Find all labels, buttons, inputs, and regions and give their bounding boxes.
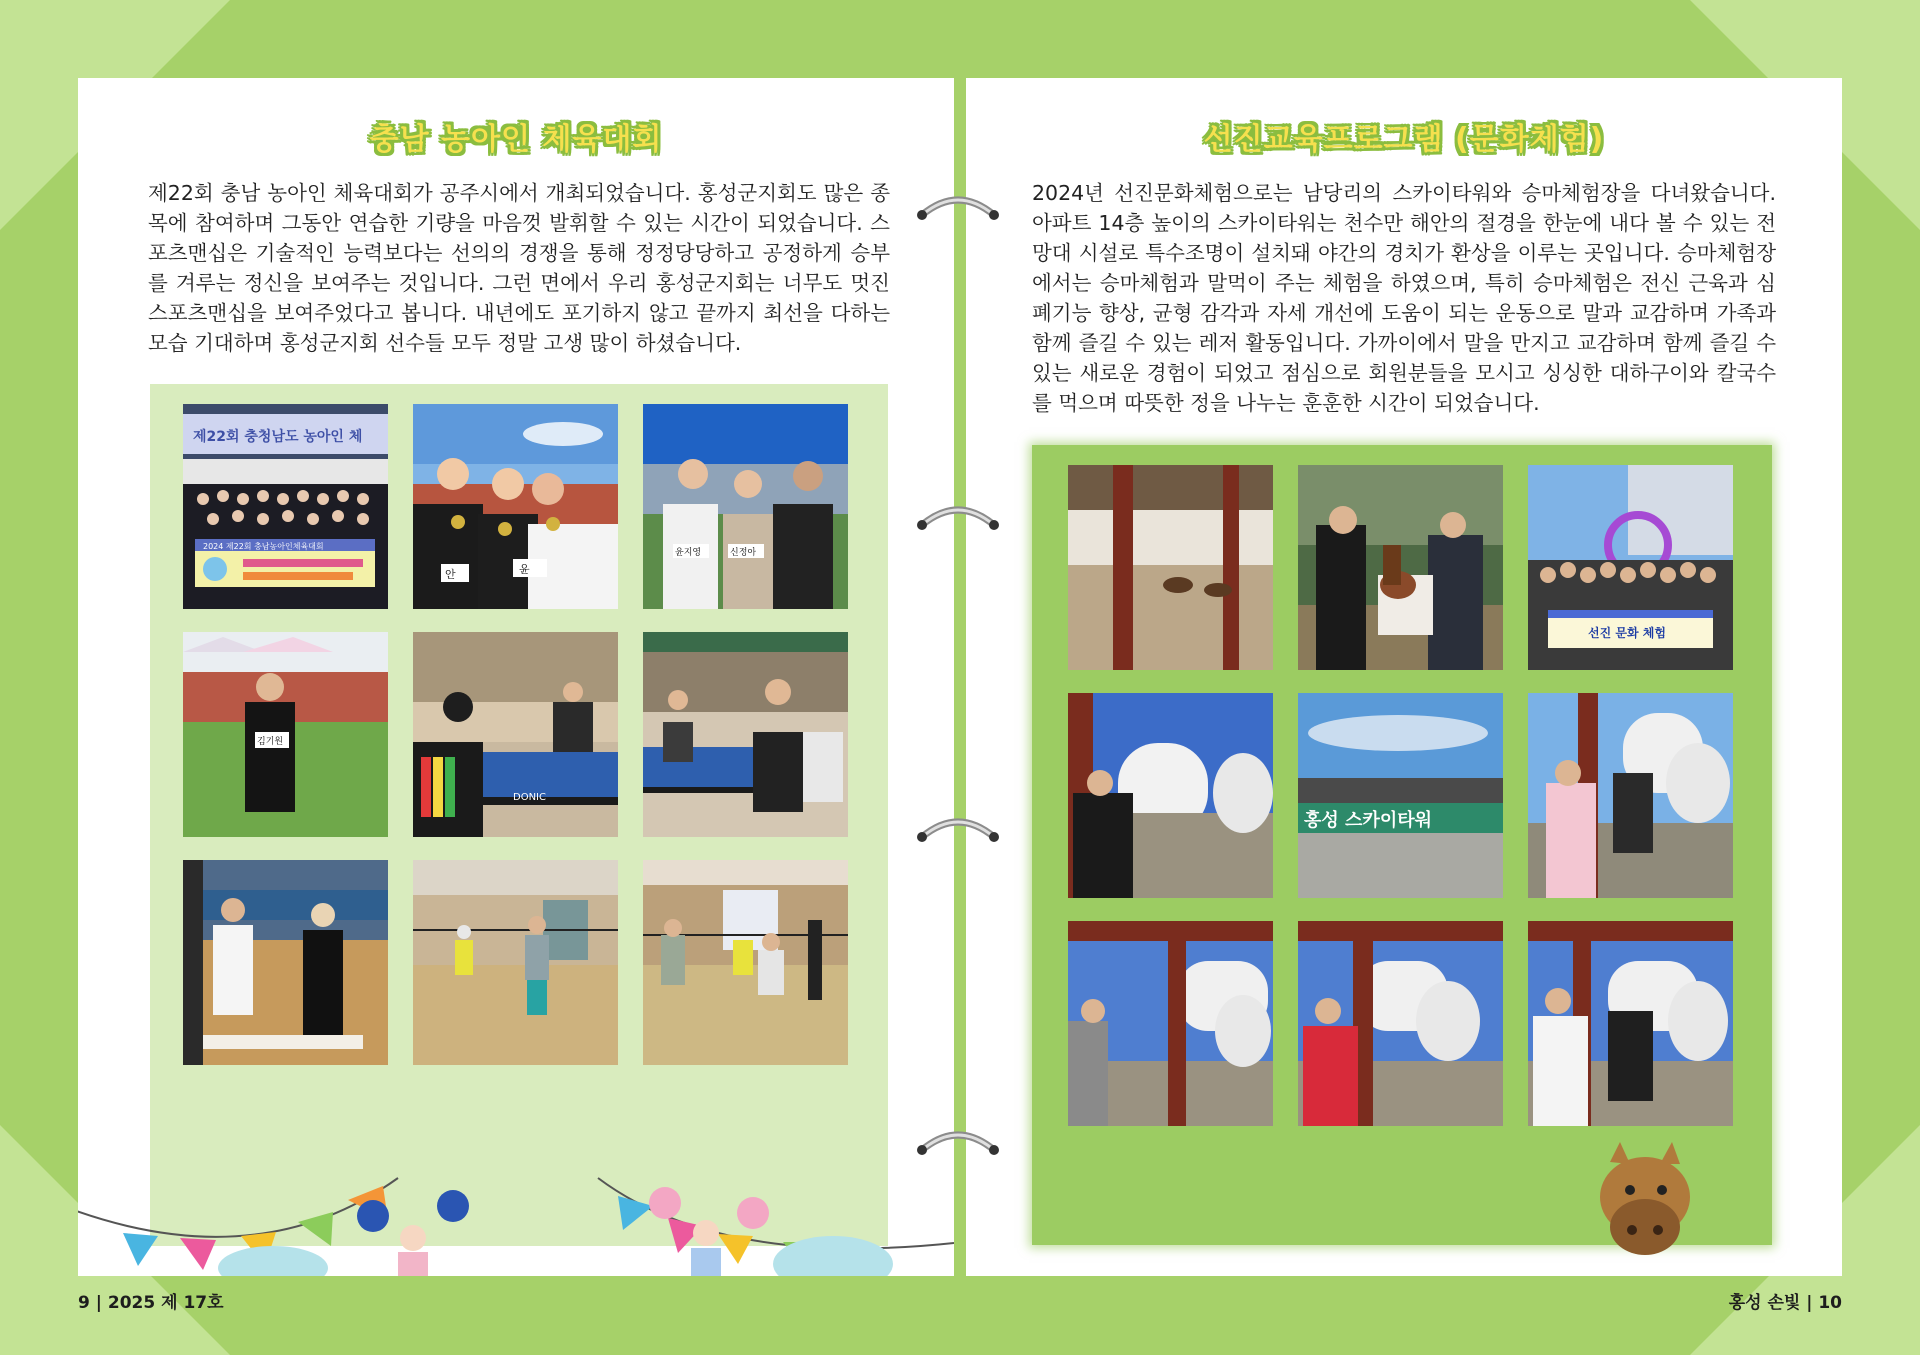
bib-text: 신정아 — [730, 548, 757, 558]
article-body: 2024년 선진문화체험으로는 남당리의 스카이타워와 승마체험장을 다녀왔습니다. 아파트 14층 높이의 스카이타워는 천수만 해안의 절경을 한눈에 내다 볼 수 있는 전망대 시설로 특수조명이 설치돼 야간의 경치가 환상을 이루는 곳입니다. 승마체험장에서는 승마체험과 말먹이 주는 체험을 하였으며, 특히 승마체험은 전신 근육과 심폐기능 향상, 균형 감각과 자세 개선에 도움이 되는 운동으로 말과 교감하며 가족과 함께 즐길 수 있는 레저 활동입니다. 가까이에서 말을 만지고 교감하며 함께 즐길 수 있는 새로운 경험이 되었고 점심으로 회원분들을 모시고 싱싱한 대하구이와 칼국수를 먹으며 따뜻한 정을 나누는 훈훈한 시간이 되었습니다. — [1032, 181, 1776, 415]
bib-text: 윤지영 — [675, 548, 702, 558]
photo-skytower[interactable] — [1298, 693, 1503, 898]
banner-text: 선진 문화 체험 — [1588, 626, 1666, 640]
photo-group-banner-culture[interactable] — [1528, 465, 1733, 670]
photo-table-tennis-doubles[interactable] — [643, 632, 848, 837]
photo-three-athletes[interactable] — [643, 404, 848, 609]
left-page — [78, 78, 954, 1276]
photo-panel — [150, 384, 888, 1246]
table-brand: DONIC — [513, 792, 546, 803]
photo-feeding-horse-5[interactable] — [1528, 921, 1733, 1126]
photo-feeding-horse-2[interactable] — [1528, 693, 1733, 898]
photo-feeding-horse-4[interactable] — [1298, 921, 1503, 1126]
bib-text: 김기원 — [257, 737, 284, 747]
photo-field-athlete[interactable] — [183, 632, 388, 837]
section-title: 충남 농아인 체육대회 — [369, 122, 663, 157]
photo-riding-arena[interactable] — [1068, 465, 1273, 670]
photo-table-tennis[interactable] — [413, 632, 618, 837]
photo-badminton[interactable] — [413, 860, 618, 1065]
article-body: 제22회 충남 농아인 체육대회가 공주시에서 개최되었습니다. 홍성군지회도 많은 종목에 참여하며 그동안 연습한 기량을 마음껏 발휘할 수 있는 시간이 되었습니다. 스포츠맨십은 기술적인 능력보다는 선의의 경쟁을 통해 정정당당하고 공정하게 승부를 겨루는 정신을 보여주는 것입니다. 그런 면에서 우리 홍성군지회는 너무도 멋진 스포츠맨십을 보여주었다고 봅니다. 내년에도 포기하지 않고 끝까지 최선을 다하는 모습 기대하며 홍성군지회 선수들 모두 정말 고생 많이 하셨습니다. — [148, 181, 890, 355]
photo-pony[interactable] — [1298, 465, 1503, 670]
banner-caption: 2024 제22회 충남농아인체육대회 — [203, 542, 324, 551]
photo-gym-game[interactable] — [183, 860, 388, 1065]
page-number-right: 홍성 손빛 | 10 — [1728, 1293, 1842, 1313]
binder-ring — [912, 815, 1004, 845]
photo-grid — [183, 404, 848, 1065]
right-page — [966, 78, 1842, 1276]
binder-ring — [912, 1128, 1004, 1158]
binder-ring — [912, 503, 1004, 533]
binder-ring — [912, 193, 1004, 223]
photo-group-banner[interactable] — [183, 404, 388, 609]
skytower-sign: 홍성 스카이타워 — [1304, 810, 1432, 831]
cheerleaders-illustration — [198, 1178, 948, 1276]
section-title: 선진교육프로그램 (문화체험) — [1203, 122, 1605, 157]
photo-feeding-horse-3[interactable] — [1068, 921, 1273, 1126]
banner-text: 제22회 충청남도 농아인 체 — [193, 429, 363, 445]
photo-medal-winners[interactable] — [413, 404, 618, 609]
bib-text: 안 — [445, 568, 456, 581]
photo-badminton-doubles[interactable] — [643, 860, 848, 1065]
photo-feeding-horse[interactable] — [1068, 693, 1273, 898]
horse-illustration — [1590, 1142, 1700, 1262]
photo-grid — [1068, 465, 1733, 1126]
photo-panel — [1032, 445, 1772, 1245]
bib-text: 윤 — [519, 563, 530, 576]
page-number-left: 9 | 2025 제 17호 — [78, 1293, 224, 1313]
